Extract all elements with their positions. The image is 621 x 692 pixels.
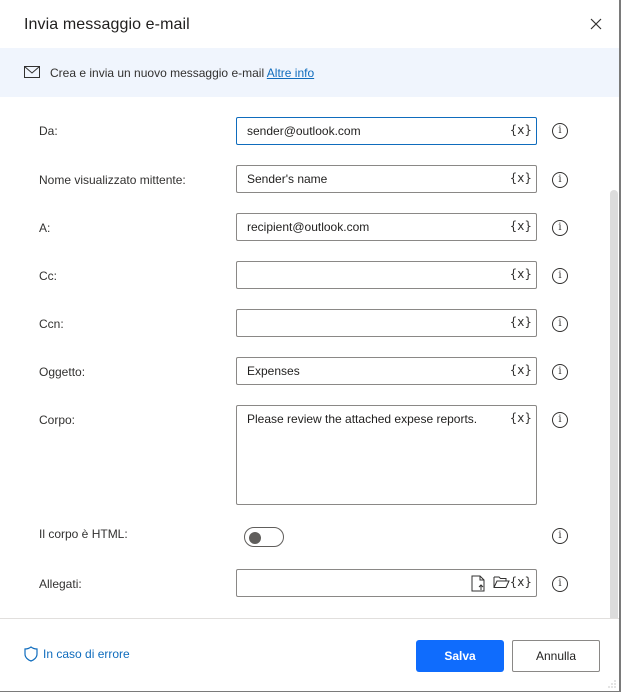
- dialog-title: Invia messaggio e-mail: [24, 16, 190, 33]
- close-icon[interactable]: [586, 14, 606, 34]
- footer-divider: [0, 618, 619, 619]
- cancel-button[interactable]: Annulla: [512, 640, 600, 672]
- toggle-knob: [249, 532, 261, 544]
- info-icon[interactable]: i: [552, 220, 568, 236]
- scrollbar-thumb[interactable]: [610, 190, 618, 618]
- variable-icon[interactable]: {x}: [509, 171, 532, 185]
- banner-text: [50, 66, 314, 80]
- bcc-input[interactable]: [236, 309, 537, 337]
- info-icon[interactable]: i: [552, 576, 568, 592]
- info-icon[interactable]: i: [552, 364, 568, 380]
- subject-label: Oggetto:: [39, 365, 86, 379]
- subject-value: Expenses: [247, 364, 300, 378]
- variable-icon[interactable]: {x}: [509, 363, 532, 377]
- variable-icon[interactable]: {x}: [509, 411, 532, 425]
- body-is-html-label: Il corpo è HTML:: [39, 527, 128, 541]
- body-textarea[interactable]: [236, 405, 537, 505]
- body-label: Corpo:: [39, 413, 76, 427]
- to-label: A:: [39, 221, 51, 235]
- from-value: sender@outlook.com: [247, 124, 361, 138]
- save-button[interactable]: Salva: [416, 640, 504, 672]
- from-input[interactable]: [236, 117, 537, 145]
- variable-icon[interactable]: {x}: [509, 219, 532, 233]
- variable-icon[interactable]: {x}: [509, 575, 532, 589]
- variable-icon[interactable]: {x}: [509, 315, 532, 329]
- variable-icon[interactable]: {x}: [509, 123, 532, 137]
- info-icon[interactable]: i: [552, 123, 568, 139]
- sender-name-input[interactable]: [236, 165, 537, 193]
- on-error-link[interactable]: [24, 646, 130, 662]
- info-icon[interactable]: i: [552, 316, 568, 332]
- info-icon[interactable]: i: [552, 172, 568, 188]
- folder-open-icon[interactable]: [493, 575, 510, 589]
- variable-icon[interactable]: {x}: [509, 267, 532, 281]
- to-value: recipient@outlook.com: [247, 220, 370, 234]
- banner-description: Crea e invia un nuovo messaggio e-mail: [50, 66, 265, 80]
- cc-input[interactable]: [236, 261, 537, 289]
- on-error-label: In caso di errore: [43, 647, 130, 661]
- info-icon[interactable]: i: [552, 528, 568, 544]
- attachments-label: Allegati:: [39, 577, 82, 591]
- learn-more-link[interactable]: Altre info: [266, 66, 315, 80]
- from-label: Da:: [39, 124, 58, 138]
- shield-icon: [24, 646, 38, 662]
- mail-icon: [24, 66, 40, 78]
- info-icon[interactable]: i: [552, 412, 568, 428]
- body-value: Please review the attached expese reports.: [247, 412, 478, 426]
- info-banner: [0, 48, 619, 97]
- bcc-label: Ccn:: [39, 317, 64, 331]
- file-upload-icon[interactable]: [471, 575, 485, 592]
- to-input[interactable]: [236, 213, 537, 241]
- sender-name-label: Nome visualizzato mittente:: [39, 173, 186, 187]
- subject-input[interactable]: [236, 357, 537, 385]
- info-icon[interactable]: i: [552, 268, 568, 284]
- attachments-input[interactable]: [236, 569, 537, 597]
- resize-grip-icon[interactable]: [608, 680, 616, 688]
- cc-label: Cc:: [39, 269, 57, 283]
- body-is-html-toggle[interactable]: [244, 527, 284, 547]
- sender-name-value: Sender's name: [247, 172, 328, 186]
